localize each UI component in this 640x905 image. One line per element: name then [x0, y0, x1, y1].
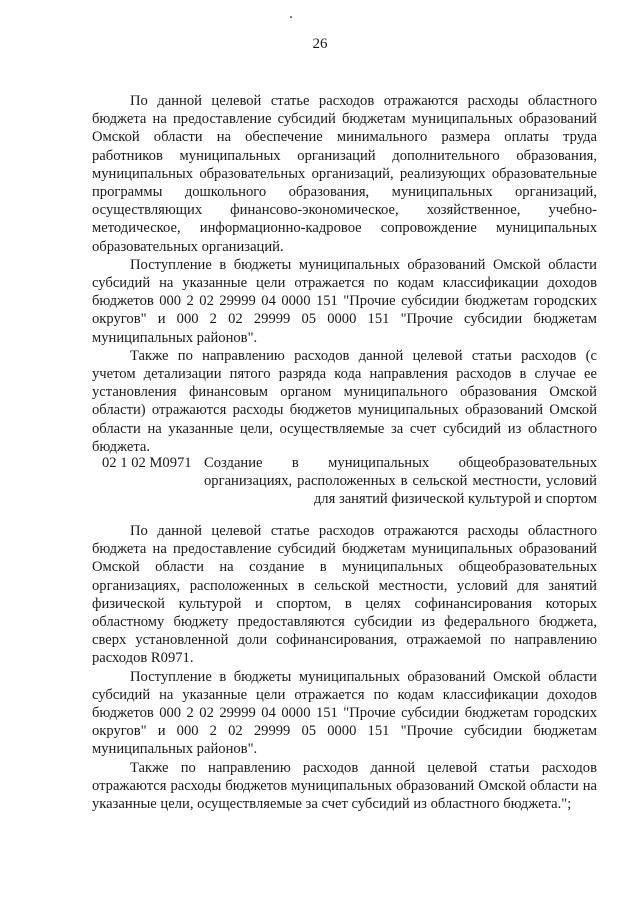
page-number: 26 — [312, 36, 328, 52]
text-block-second — [92, 522, 597, 813]
paragraph: Поступление в бюджеты муниципальных образований Омской области субсидий на указанные цели отражается по кодам классификации доходов бюджетов 000 2 02 29999 04 0000 151 "Прочие субсидии бюджетам городских округов" и 000 2 02 29999 05 0000 151 "Прочие субсидии бюджетам муниципальных районов". — [92, 668, 597, 758]
scan-dot-mark — [290, 16, 292, 18]
text-block-first — [92, 92, 597, 456]
paragraph: Также по направлению расходов данной целевой статьи расходов (с учетом детализации пятого разряда кода направления расходов в случае ее установления финансовым органом муниципального образования Омской области) отражаются расходы бюджетов муниципальных образований Омской области на указанные цели, осуществляемые за счет субсидий из областного бюджета. — [92, 347, 597, 455]
paragraph: По данной целевой статье расходов отражаются расходы областного бюджета на предоставление субсидий бюджетам муниципальных образований Омской области на создание в муниципальных общеобразовательных организациях, расположенных в сельской местности, условий для занятий физической культурой и спортом, в целях софинансирования которых областному бюджету предоставляются субсидии из федерального бюджета, сверх установленной доли софинансирования, отражаемой по направлению расходов R0971. — [92, 523, 597, 667]
paragraph: По данной целевой статье расходов отражаются расходы областного бюджета на предоставление субсидий бюджетам муниципальных образований Омской области на обеспечение минимального размера оплаты труда работников муниципальных организаций дополнительного образования, муниципальных образовательных организаций, реализующих образовательные программы дошкольного образования, муниципальных организаций, осуществляющих финансово-экономическое, хозяйственное, учебно-методическое, информационно-кадровое сопровождение муниципальных образовательных организаций. — [92, 93, 597, 255]
section-code: 02 1 02 M0971 — [102, 455, 192, 471]
section-title: Создание в муниципальных общеобразовательных организациях, расположенных в сельской местности, условий для занятий физической культурой и спортом — [204, 455, 597, 508]
paragraph: Поступление в бюджеты муниципальных образований Омской области субсидий на указанные цели отражается по кодам классификации доходов бюджетов 000 2 02 29999 04 0000 151 "Прочие субсидии бюджетам городских округов" и 000 2 02 29999 05 0000 151 "Прочие субсидии бюджетам муниципальных районов". — [92, 256, 597, 346]
paragraph: Также по направлению расходов данной целевой статьи расходов отражаются расходы бюджетов муниципальных образований Омской области на указанные цели, осуществляемые за счет субсидий из областного бюджета."; — [92, 759, 597, 813]
